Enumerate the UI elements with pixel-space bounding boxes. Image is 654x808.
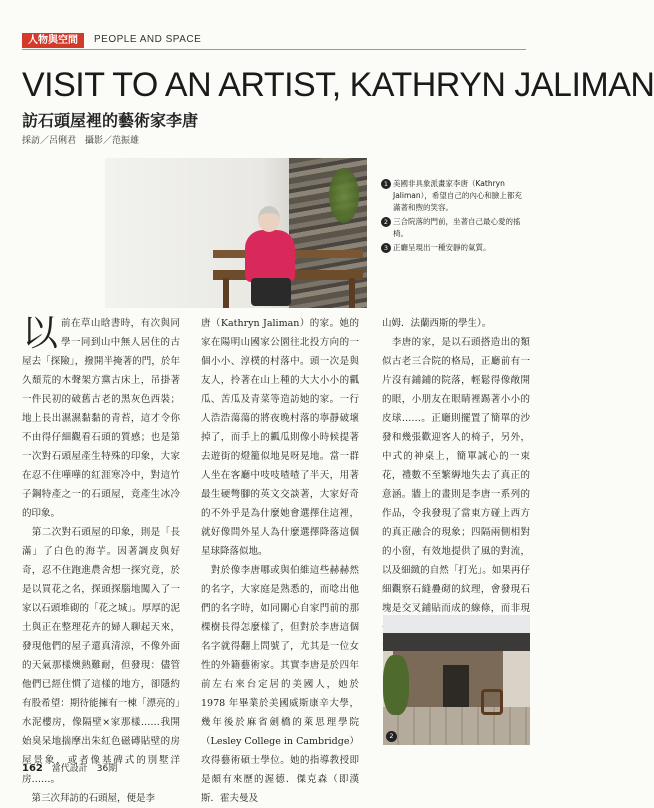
- caption-item: [381, 178, 529, 214]
- doorway: [443, 665, 469, 707]
- paragraph: 唐（Kathryn Jaliman）的家。她的家在陽明山國家公園往北投方向的一個小小、淳樸的村落中。頭一次是與友人，拎著在山上種的大大小小的瓤瓜、苦瓜及青菜等造訪她的家。一行人浩浩蕩蕩的將夜晚村落的寧靜破壞掉了，而手上的瓤瓜則像小時候提著去遊街的燈籠似地晃呀晃地。當一群人坐在客廳中吱吱喳喳了半天，用著最生硬彆腳的英文交談著，大家好奇的不外乎是為什麼她會選擇住這裡，就好像問外星人為什麼選擇降落這個星球降落似地。: [201, 318, 359, 557]
- courtyard-photo: [383, 615, 530, 745]
- artist-photo: [105, 158, 367, 308]
- text-column-3: [382, 314, 530, 612]
- courtyard-floor: [383, 707, 530, 745]
- caption-text: 三合院落的門前，坐著自己最心愛的搖椅。: [393, 217, 521, 238]
- caption-text: 正廳呈現出一種安靜的氣質。: [393, 243, 491, 252]
- photo-captions: [381, 178, 529, 256]
- bench-leg: [223, 278, 229, 308]
- plant: [329, 168, 359, 223]
- drop-cap: 以: [22, 313, 59, 354]
- caption-text: 美國非具象派畫家李唐（Kathryn Jaliman），希望自己的內心和臉上都充滿著和煦的笑容。: [393, 179, 522, 212]
- roof: [383, 633, 530, 651]
- caption-item: [381, 216, 529, 240]
- article-credits: 採訪／呂俐君 攝影／范振雄: [22, 136, 140, 146]
- paragraph: 前在草山晗書時，有次與同學一同到山中無人居住的古屋去「探險」，撥開半掩著的門，於年久頹荒的木聲架方黨古床上，吊掛著一件民初的破舊古老的黑灰色西裝；地上長出濕濕黏黏的青苔，這才令你不由得仔細觀看石頭的質感；也是第一次對石頭屋產生特殊的印象，大家在忍不住嘩嘩的紅涯寒冷中，對這竹子鋼特產之一的石頭屋，竟產生冰冷的印象。: [22, 318, 180, 519]
- magazine-name: 當代設計 36期: [51, 764, 118, 774]
- article-title: VISIT TO AN ARTIST, KATHRYN JALIMAN: [22, 66, 654, 104]
- caption-item: [381, 242, 529, 254]
- page-footer: [22, 761, 117, 774]
- page-number: 162: [22, 763, 43, 774]
- artist-figure: [245, 230, 295, 282]
- paragraph: 對於像李唐哪或與伯維這些赫赫然的名字，大家庭是熟悉的，而唸出他們的名字時，如同關心自家門前的那棵樹長得怎麼樣了，但對於李唐這個名字就得翻上問號了，尤其是一位女性的外籍藝術家。其實李唐是於四年前左右來台定居的美國人，她於 1978 年畢業於美國威斯康辛大學，幾年後於麻省劍橋的萊思理學院（Lesley College in Cambridge）攻得藝術碩士學位。她的指導教授即是頗有來歷的渥德．傑克森（即漢斯．霍夫曼及: [201, 565, 359, 804]
- section-english: PEOPLE AND SPACE: [94, 34, 202, 45]
- paragraph: 李唐的家，是以石頭搭造出的類似古老三合院的格局，正廳前有一片沒有鋪鋪的院落，輕鬆得像敞開的眼，小朋友在眼睛裡踢著小小的皮球……。正廳則擺置了簡單的沙發和幾張歡迎客人的椅子，另外，中式的神桌上，簡單誠心的一束花，禮數不至繁縟地失去了真正的意涵。牆上的畫則是李唐一系列的作品，令我發現了當東方碰上西方的真正融合的現象；四隔兩側相對的小窗，有效地提供了風的對流，以及細緻的自然「打光」。如果再仔細觀察石縫疊砌的紋理，會發現石塊是交叉鋪貼而成的線條，而非現: [382, 337, 530, 614]
- caption-number: 2: [381, 217, 391, 227]
- paragraph: 山姆．法蘭西斯的學生）。: [382, 318, 492, 329]
- photo-number: 2: [386, 731, 397, 742]
- text-column-2: [201, 314, 359, 804]
- caption-number: 1: [381, 179, 391, 189]
- paragraph: 第二次對石頭屋的印象，則是「長滿」了白色的海芋。因著調皮與好奇，忍不住跑進農舍想一探究竟，於是以買花之名，探頭探腦地闖入了一家以石頭堆砌的「花之城」。厚厚的泥土與正在整理花卉的婦人聊起天來，發現他們的屋子還真清涼，不像外面的天氣那樣燠熱難耐，但發現：儘管他們已經住慣了這樣的地方，卻隱約有股希望：期待能擁有一棟「漂亮的」水泥樓房，像隔壁×家那樣……我開始臭呆地揣摩出朱紅色磁磚貼壁的房屋景象，或者像基碑式的別墅洋房……。: [22, 527, 180, 785]
- tree: [383, 655, 409, 715]
- section-tag: 人物與空間: [22, 33, 84, 48]
- artist-head: [258, 206, 280, 232]
- caption-number: 3: [381, 243, 391, 253]
- article-subtitle: 訪石頭屋裡的藝術家李唐: [22, 111, 199, 130]
- rocking-chair: [481, 689, 503, 715]
- bench-leg: [349, 278, 355, 308]
- paragraph: 第三次拜訪的石頭屋，便是李: [22, 793, 156, 804]
- artist-legs: [251, 278, 291, 306]
